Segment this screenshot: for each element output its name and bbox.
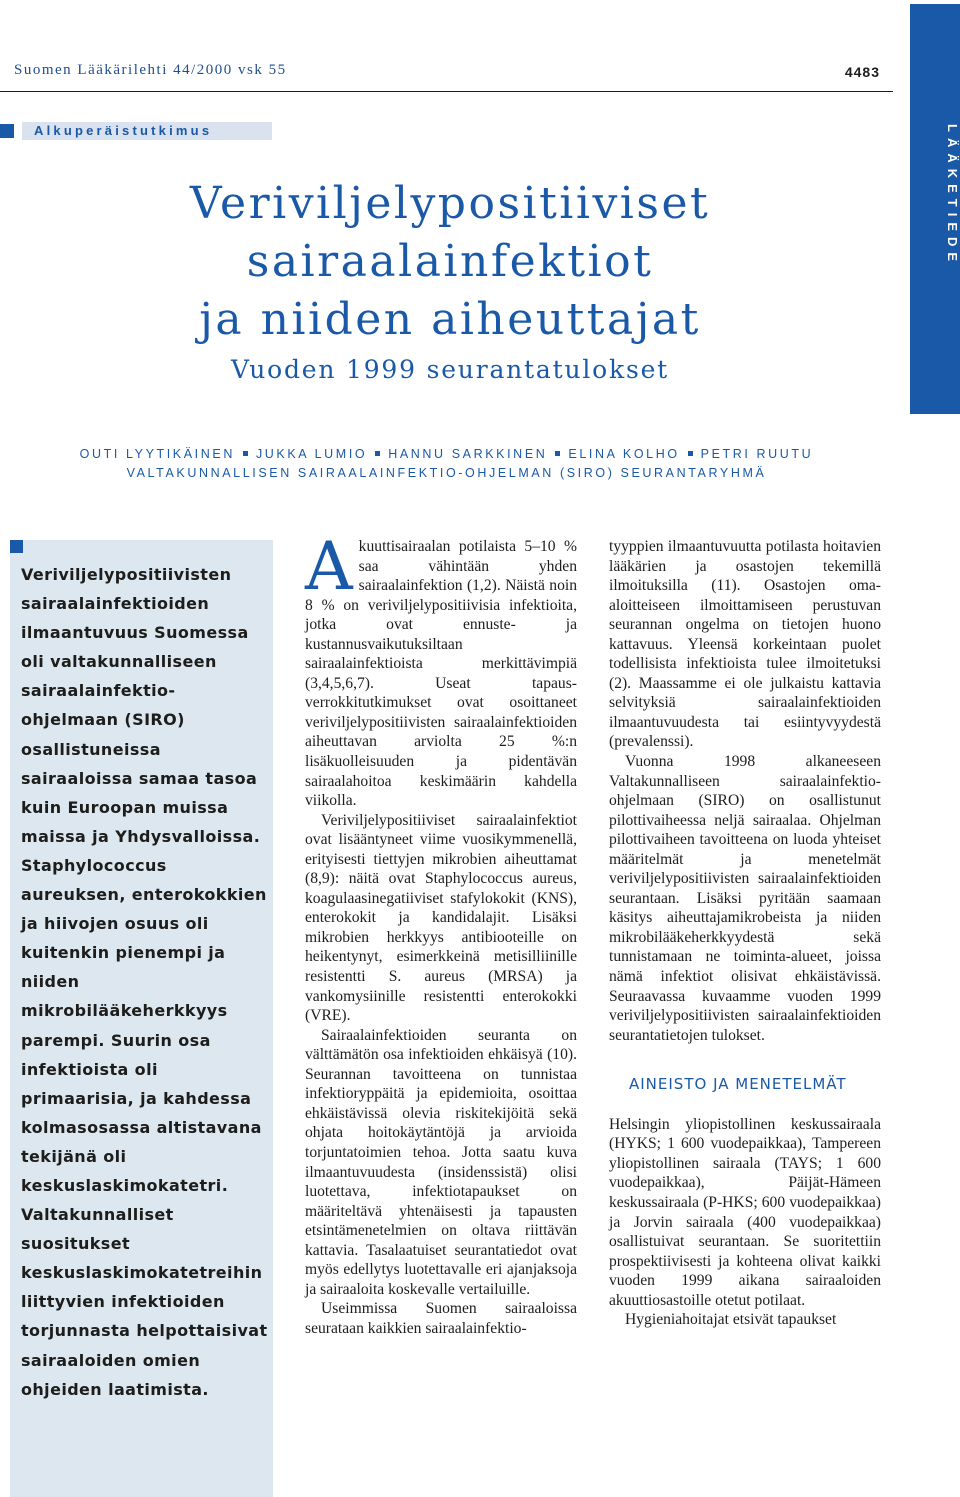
author-block — [0, 445, 893, 483]
title-line-3: ja niiden aiheuttajat — [199, 294, 701, 345]
body-column-2 — [305, 528, 577, 1338]
author-names — [0, 445, 893, 464]
section-marker-square — [0, 124, 14, 138]
title-line-2: sairaalainfektiot — [246, 236, 654, 287]
body-paragraph — [305, 528, 577, 811]
body-paragraph: Useimmissa Suomen sairaaloissa seurataan kaikkien sairaalainfektio- — [305, 1300, 577, 1337]
body-paragraph: Vuonna 1998 alkaneeseen Valtakunnalliseen sairaalainfektio-ohjelmaan (SIRO) on osallistunut pilottivaiheessa neljä sairaalaa. Ohjelman pilottivaiheen tavoitteena on luoda yhteiset määritelmät ja menetelmät veriviljelypositiivisten sairaalainfektioiden seurantaan. Lisäksi pyritään saamaan käsitys aiheuttajamikrobeista ja niiden mikrobilääkeherkkyydestä sekä tunnistamaan ne toiminta-alueet, joissa nämä infektiot olisivat ehkäistävissä. Seuraavassa kuvaamme vuoden 1999 veriviljelypositiivisten sairaalainfektioiden seurantatietojen tulokset. — [609, 753, 881, 1044]
separator-square-icon — [555, 451, 560, 456]
page-number: 4483 — [844, 64, 880, 80]
author-name: HANNU SARKKINEN — [388, 447, 548, 461]
side-tab-label: LÄÄKETIEDE — [945, 124, 960, 268]
body-paragraph: Veriviljelypositiiviset sairaalainfektiot ovat lisääntyneet viime vuosikymmenellä, erityisesti tiettyjen mikrobien aiheuttamat (8,9): näitä ovat Staphylococcus aureus, koagulaasinegatiiviset stafylokokit (KNS), enterokokit ja kandidalajit. Lisäksi mikrobien herkkyys antibiooteille on heikentynyt, esimerkkeinä metisilliinille resistentti S. aureus (MRSA) ja vankomysiinille resistentti enterokokki (VRE). — [305, 811, 577, 1025]
header-rule — [0, 91, 893, 92]
body-paragraph: Hygieniahoitajat etsivät tapaukset — [625, 1311, 837, 1329]
author-group: VALTAKUNNALLISEN SAIRAALAINFEKTIO-OHJELMAN (SIRO) SEURANTARYHMÄ — [126, 466, 767, 480]
separator-square-icon — [243, 451, 248, 456]
separator-square-icon — [375, 451, 380, 456]
body-paragraph: tyyppien ilmaantuvuutta potilasta hoitavien lääkärien ja osastojen tekemillä ilmoituksilla (11). Osastojen oma-aloitteiseen ilmoittamiseen perustuvan seurannan ongelma on tietojen huono kattavuus. Yleensä korkeintaan puolet todellisista infektioista tulee ilmoitetuksi (2). Maassamme ei ole julkaistu kattavia selvityksiä sairaalainfektioiden ilmaantuvuudesta tai esiintyvyydestä (prevalenssi). — [609, 538, 881, 751]
body-paragraph: Helsingin yliopistollinen keskussairaala (HYKS; 1 600 vuodepaikkaa), Tampereen yliopistollinen sairaala (TAYS; 1 600 vuodepaikkaa), Päijät-Hämeen keskussairaala (P-HKS; 600 vuodepaikkaa) ja Jorvin sairaala (400 vuodepaikkaa) osallistuivat seurantaan. Se suoritettiin prospektiivisesti ja kohteena olivat kaikki vuoden 1999 aikana sairaaloiden akuuttiosastoille otetut potilaat. — [609, 1115, 881, 1309]
author-name: ELINA KOLHO — [568, 447, 680, 461]
body-paragraph: Sairaalainfektioiden seuranta on välttämätön osa infektioiden ehkäisyä (10). Seurannan tavoitteena on tunnistaa infektioryppäitä ja epidemioita, osoittaa ehkäistävissä olevia riskitekijöitä sekä ohjata hoitokäytäntöjä ja arvioida torjuntatoimien tehoa. Jotta saatu kuva ilmaantuvuudesta (insidenssistä) olisi luotettava, infektiotapaukset on määriteltävä yhtenäisesti ja tapausten etsintämenetelmien on oltava riittävän kattavia. Tasalaatuiset seurantatiedot ovat myös edellytys luotettavalle eri ajanjaksoja ja sairaaloita koskevalle vertailuille. — [305, 1026, 577, 1298]
author-name: OUTI LYYTIKÄINEN — [79, 447, 235, 461]
article-type-bar — [22, 122, 272, 140]
abstract-box — [10, 540, 273, 1497]
article-subtitle: Vuoden 1999 seurantatulokset — [230, 355, 670, 384]
abstract-text: Veriviljelypositiivisten sairaalainfektioiden ilmaantuvuus Suomessa oli valtakunnalliseen sairaalainfektio-ohjelmaan (SIRO) osallistuneissa sairaaloissa samaa tasoa kuin Euroopan muissa maissa ja Yhdysvalloissa. Staphylococcus aureuksen, enterokokkien ja hiivojen osuus oli kuitenkin pienempi ja niiden mikrobilääkeherkkyys parempi. Suurin osa infektioista oli primaarisia, ja kahdessa kolmasosassa altistavana tekijänä oli keskuslaskimokatetri. Valtakunnalliset suositukset keskuslaskimokatetreihin liittyvien infektioiden torjunnasta helpottaisivat sairaaloiden omien ohjeiden laatimista. — [21, 565, 268, 1399]
journal-name: Suomen Lääkärilehti 44/2000 vsk 55 — [14, 62, 287, 78]
separator-square-icon — [688, 451, 693, 456]
author-name: PETRI RUUTU — [700, 447, 814, 461]
drop-cap: A — [305, 528, 353, 605]
section-side-tab — [910, 4, 960, 414]
section-heading: AINEISTO JA MENETELMÄT — [629, 1075, 847, 1094]
title-line-1: Veriviljelypositiiviset — [189, 178, 711, 229]
article-type-label: Alkuperäistutkimus — [34, 123, 213, 138]
paragraph-text: kuuttisairaalan potilaista 5–10 % saa vähintään yhden sairaalainfektion (1,2). Näistä noin 8 % on veriviljelypositiivisia infektioita, jotka ovat ennuste- ja kustannusvaikutuksiltaan sairaalainfektioista merkittävimpiä (3,4,5,6,7). Useat tapaus-verrokkitutkimukset ovat osoittaneet veriviljelypositiivisten sairaalainfektioiden aiheuttavan arviolta 25 %:n lisäkuolleisuuden ja pidentävän sairaalahoitoa keskimäärin kahdella viikolla. — [305, 538, 577, 810]
body-column-3 — [609, 537, 881, 1330]
article-title-block — [60, 175, 840, 384]
abstract-marker-square — [10, 540, 23, 553]
author-name: JUKKA LUMIO — [255, 447, 368, 461]
